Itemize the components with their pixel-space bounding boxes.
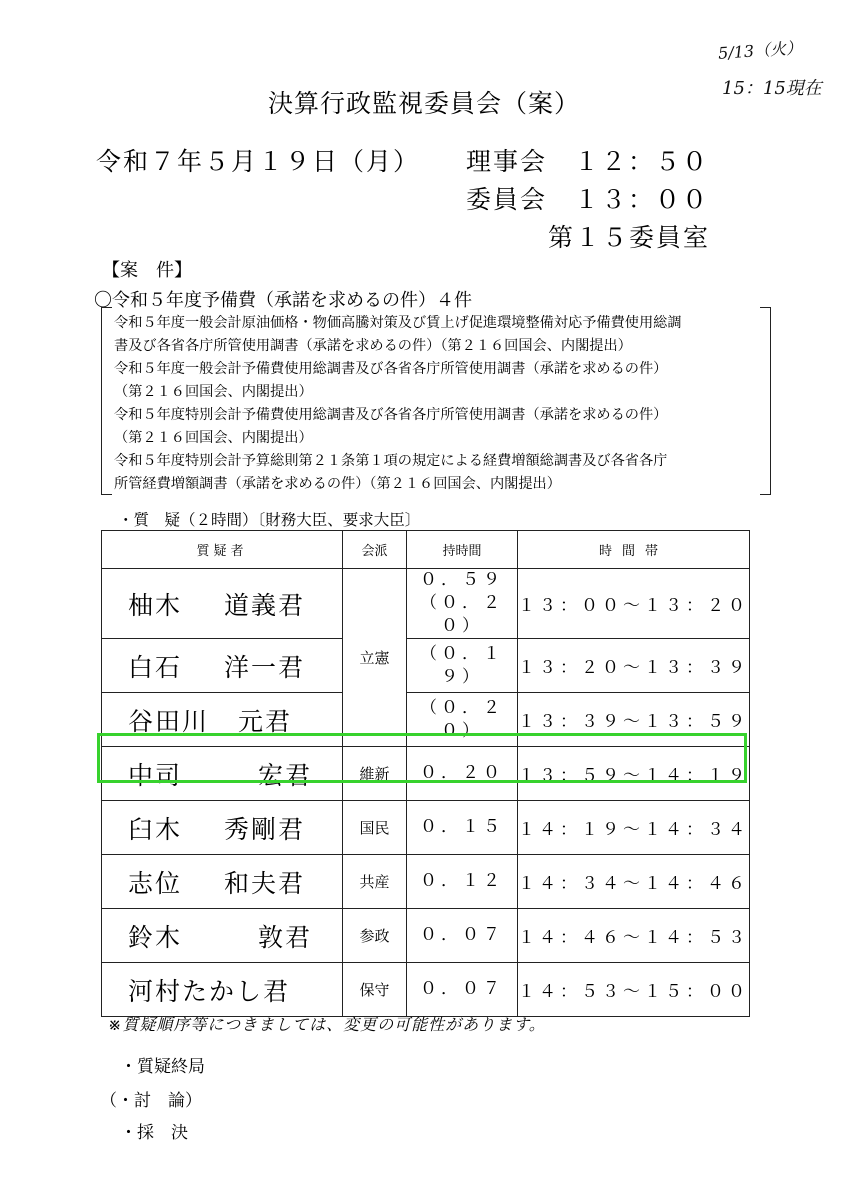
document-line: （第２１６回国会、内閣提出） bbox=[114, 430, 313, 446]
questioner-name: 白石 洋一君 bbox=[102, 639, 343, 693]
order-change-note: ※質疑順序等につきましては、変更の可能性があります。 bbox=[108, 1015, 546, 1034]
table-row bbox=[102, 963, 750, 1017]
allotted-time: ０．２０ bbox=[407, 747, 518, 801]
table-row bbox=[102, 801, 750, 855]
time-slot: １４：５３〜１５：００ bbox=[518, 963, 750, 1017]
handwritten-time: 15：15現在 bbox=[722, 78, 822, 99]
step-debate: （・討 論） bbox=[100, 1091, 202, 1111]
allotted-time: ０．１２ bbox=[407, 855, 518, 909]
document-line: 書及び各省各庁所管使用調書（承諾を求めるの件）（第２１６回国会、内閣提出） bbox=[114, 338, 632, 354]
party-cell: 国民 bbox=[343, 801, 407, 855]
party-cell: 保守 bbox=[343, 963, 407, 1017]
time-slot: １３：２０〜１３：３９ bbox=[518, 639, 750, 693]
table-row bbox=[102, 569, 750, 639]
document-line: （第２１６回国会、内閣提出） bbox=[114, 384, 313, 400]
agenda-documents bbox=[114, 312, 762, 496]
meeting-room: 第１５委員室 bbox=[548, 223, 711, 252]
party-cell: 参政 bbox=[343, 909, 407, 963]
document-line: 所管経費増額調書（承諾を求めるの件）（第２１６回国会、内閣提出） bbox=[114, 476, 561, 492]
document-line: 令和５年度一般会計予備費使用総調書及び各省各庁所管使用調書（承諾を求めるの件） bbox=[114, 361, 668, 377]
handwritten-date: 5/13（火） bbox=[717, 38, 803, 63]
allotted-time: ０．０７ bbox=[407, 909, 518, 963]
header-questioner: 質疑者 bbox=[102, 531, 343, 569]
questioner-name: 鈴木 敦君 bbox=[102, 909, 343, 963]
table-row bbox=[102, 909, 750, 963]
time-slot: １４：１９〜１４：３４ bbox=[518, 801, 750, 855]
time-slot: １３：００〜１３：２０ bbox=[518, 569, 750, 639]
page-title: 決算行政監視委員会（案） bbox=[267, 89, 580, 118]
table-header-row bbox=[102, 531, 750, 569]
table-row bbox=[102, 855, 750, 909]
allotted-time: ０．０７ bbox=[407, 963, 518, 1017]
questioner-name: 志位 和夫君 bbox=[102, 855, 343, 909]
allotted-time: （０．１９） bbox=[407, 639, 518, 693]
board-meeting-time: 理事会 １２：５０ bbox=[466, 147, 710, 176]
questioner-name: 臼木 秀剛君 bbox=[102, 801, 343, 855]
agenda-label: 【案 件】 bbox=[102, 260, 192, 281]
committee-meeting-time: 委員会 １３：００ bbox=[466, 185, 710, 214]
questioning-label: ・質 疑（２時間）〔財務大臣、要求大臣〕 bbox=[118, 511, 421, 529]
meeting-date: 令和７年５月１９日（月） bbox=[96, 147, 421, 176]
table-row bbox=[102, 639, 750, 693]
time-slot: １４：３４〜１４：４６ bbox=[518, 855, 750, 909]
questioner-name: 中司 宏君 bbox=[102, 747, 343, 801]
questioner-name: 河村たかし君 bbox=[102, 963, 343, 1017]
time-slot: １４：４６〜１４：５３ bbox=[518, 909, 750, 963]
time-slot: １３：５９〜１４：１９ bbox=[518, 747, 750, 801]
step-vote: ・採 決 bbox=[120, 1123, 188, 1143]
allotted-time: ０．５９ （０．２０） bbox=[407, 569, 518, 639]
questioner-name: 柚木 道義君 bbox=[102, 569, 343, 639]
questioner-name: 谷田川 元君 bbox=[102, 693, 343, 747]
step-closing-questions: ・質疑終局 bbox=[120, 1057, 205, 1077]
agenda-item: 〇令和５年度予備費（承諾を求めるの件）４件 bbox=[94, 290, 472, 311]
document-line: 令和５年度一般会計原油価格・物価高騰対策及び賃上げ促進環境整備対応予備費使用総調 bbox=[114, 315, 682, 331]
allotted-time: （０．２０） bbox=[407, 693, 518, 747]
highlight-box bbox=[97, 733, 747, 783]
party-cell: 立憲 bbox=[343, 569, 407, 747]
allotted-time: ０．１５ bbox=[407, 801, 518, 855]
header-party: 会派 bbox=[343, 531, 407, 569]
header-slot: 時間帯 bbox=[518, 531, 750, 569]
party-cell: 維新 bbox=[343, 747, 407, 801]
header-time: 持時間 bbox=[407, 531, 518, 569]
time-slot: １３：３９〜１３：５９ bbox=[518, 693, 750, 747]
document-line: 令和５年度特別会計予備費使用総調書及び各省各庁所管使用調書（承諾を求めるの件） bbox=[114, 407, 668, 423]
party-cell: 共産 bbox=[343, 855, 407, 909]
document-line: 令和５年度特別会計予算総則第２１条第１項の規定による経費増額総調書及び各省各庁 bbox=[114, 453, 668, 469]
left-bracket bbox=[101, 307, 112, 495]
